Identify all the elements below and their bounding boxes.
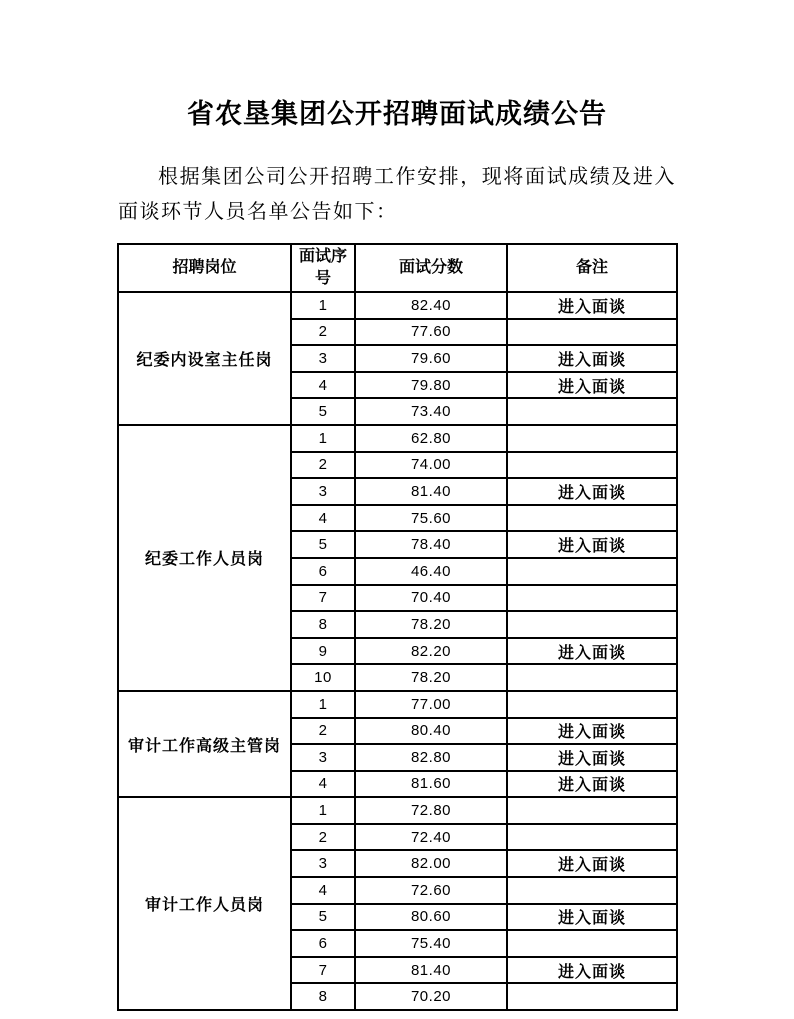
seq-cell: 5: [291, 531, 355, 558]
remark-cell: [507, 824, 677, 851]
table-header-row: [118, 244, 677, 292]
score-cell: 73.40: [355, 398, 507, 425]
remark-cell: [507, 505, 677, 532]
score-cell: 78.20: [355, 611, 507, 638]
position-cell: 纪委内设室主任岗: [118, 292, 291, 425]
seq-cell: 2: [291, 824, 355, 851]
seq-cell: 1: [291, 292, 355, 319]
score-cell: 70.40: [355, 585, 507, 612]
score-cell: 62.80: [355, 425, 507, 452]
seq-cell: 8: [291, 611, 355, 638]
header-cell-3: 备注: [507, 244, 677, 292]
remark-cell: 进入面谈: [507, 744, 677, 771]
score-cell: 78.20: [355, 664, 507, 691]
score-cell: 77.00: [355, 691, 507, 718]
score-cell: 74.00: [355, 452, 507, 479]
remark-cell: 进入面谈: [507, 531, 677, 558]
seq-cell: 4: [291, 372, 355, 399]
score-cell: 72.60: [355, 877, 507, 904]
seq-cell: 10: [291, 664, 355, 691]
position-cell: 审计工作人员岗: [118, 797, 291, 1010]
remark-cell: [507, 983, 677, 1010]
score-cell: 77.60: [355, 319, 507, 346]
header-cell-0: 招聘岗位: [118, 244, 291, 292]
interview-score-table: [117, 243, 678, 1011]
seq-cell: 3: [291, 478, 355, 505]
score-cell: 82.40: [355, 292, 507, 319]
score-cell: 75.40: [355, 930, 507, 957]
intro-paragraph: 根据集团公司公开招聘工作安排，现将面试成绩及进入面谈环节人员名单公告如下：: [118, 166, 676, 223]
seq-cell: 2: [291, 718, 355, 745]
score-cell: 79.80: [355, 372, 507, 399]
table-row: [118, 292, 677, 319]
score-cell: 70.20: [355, 983, 507, 1010]
remark-cell: 进入面谈: [507, 372, 677, 399]
score-cell: 82.20: [355, 638, 507, 665]
seq-cell: 5: [291, 904, 355, 931]
remark-cell: 进入面谈: [507, 850, 677, 877]
seq-cell: 3: [291, 850, 355, 877]
remark-cell: 进入面谈: [507, 904, 677, 931]
remark-cell: [507, 425, 677, 452]
remark-cell: [507, 611, 677, 638]
remark-cell: [507, 930, 677, 957]
seq-cell: 7: [291, 957, 355, 984]
score-cell: 81.40: [355, 478, 507, 505]
table-header: [118, 244, 677, 292]
score-cell: 80.40: [355, 718, 507, 745]
score-cell: 82.80: [355, 744, 507, 771]
remark-cell: [507, 558, 677, 585]
seq-cell: 4: [291, 505, 355, 532]
seq-cell: 1: [291, 691, 355, 718]
remark-cell: 进入面谈: [507, 292, 677, 319]
seq-cell: 6: [291, 558, 355, 585]
remark-cell: [507, 585, 677, 612]
seq-cell: 5: [291, 398, 355, 425]
score-cell: 82.00: [355, 850, 507, 877]
score-cell: 78.40: [355, 531, 507, 558]
seq-cell: 1: [291, 425, 355, 452]
score-cell: 80.60: [355, 904, 507, 931]
remark-cell: [507, 319, 677, 346]
remark-cell: [507, 691, 677, 718]
page-title: 省农垦集团公开招聘面试成绩公告: [187, 99, 607, 129]
remark-cell: 进入面谈: [507, 957, 677, 984]
score-cell: 75.60: [355, 505, 507, 532]
seq-cell: 9: [291, 638, 355, 665]
seq-cell: 4: [291, 877, 355, 904]
seq-cell: 1: [291, 797, 355, 824]
score-cell: 81.40: [355, 957, 507, 984]
remark-cell: [507, 452, 677, 479]
seq-cell: 2: [291, 319, 355, 346]
remark-cell: 进入面谈: [507, 478, 677, 505]
seq-cell: 3: [291, 345, 355, 372]
header-cell-2: 面试分数: [355, 244, 507, 292]
header-cell-1: 面试序号: [291, 244, 355, 292]
remark-cell: [507, 664, 677, 691]
seq-cell: 3: [291, 744, 355, 771]
seq-cell: 4: [291, 771, 355, 798]
table-row: [118, 691, 677, 718]
remark-cell: 进入面谈: [507, 771, 677, 798]
score-cell: 72.80: [355, 797, 507, 824]
remark-cell: [507, 797, 677, 824]
remark-cell: [507, 877, 677, 904]
seq-cell: 6: [291, 930, 355, 957]
table-body: [118, 292, 677, 1010]
seq-cell: 8: [291, 983, 355, 1010]
score-cell: 81.60: [355, 771, 507, 798]
table-row: [118, 425, 677, 452]
seq-cell: 2: [291, 452, 355, 479]
remark-cell: 进入面谈: [507, 718, 677, 745]
seq-cell: 7: [291, 585, 355, 612]
score-cell: 72.40: [355, 824, 507, 851]
position-cell: 纪委工作人员岗: [118, 425, 291, 691]
position-cell: 审计工作高级主管岗: [118, 691, 291, 797]
table-row: [118, 797, 677, 824]
remark-cell: 进入面谈: [507, 638, 677, 665]
score-cell: 79.60: [355, 345, 507, 372]
score-cell: 46.40: [355, 558, 507, 585]
remark-cell: 进入面谈: [507, 345, 677, 372]
remark-cell: [507, 398, 677, 425]
